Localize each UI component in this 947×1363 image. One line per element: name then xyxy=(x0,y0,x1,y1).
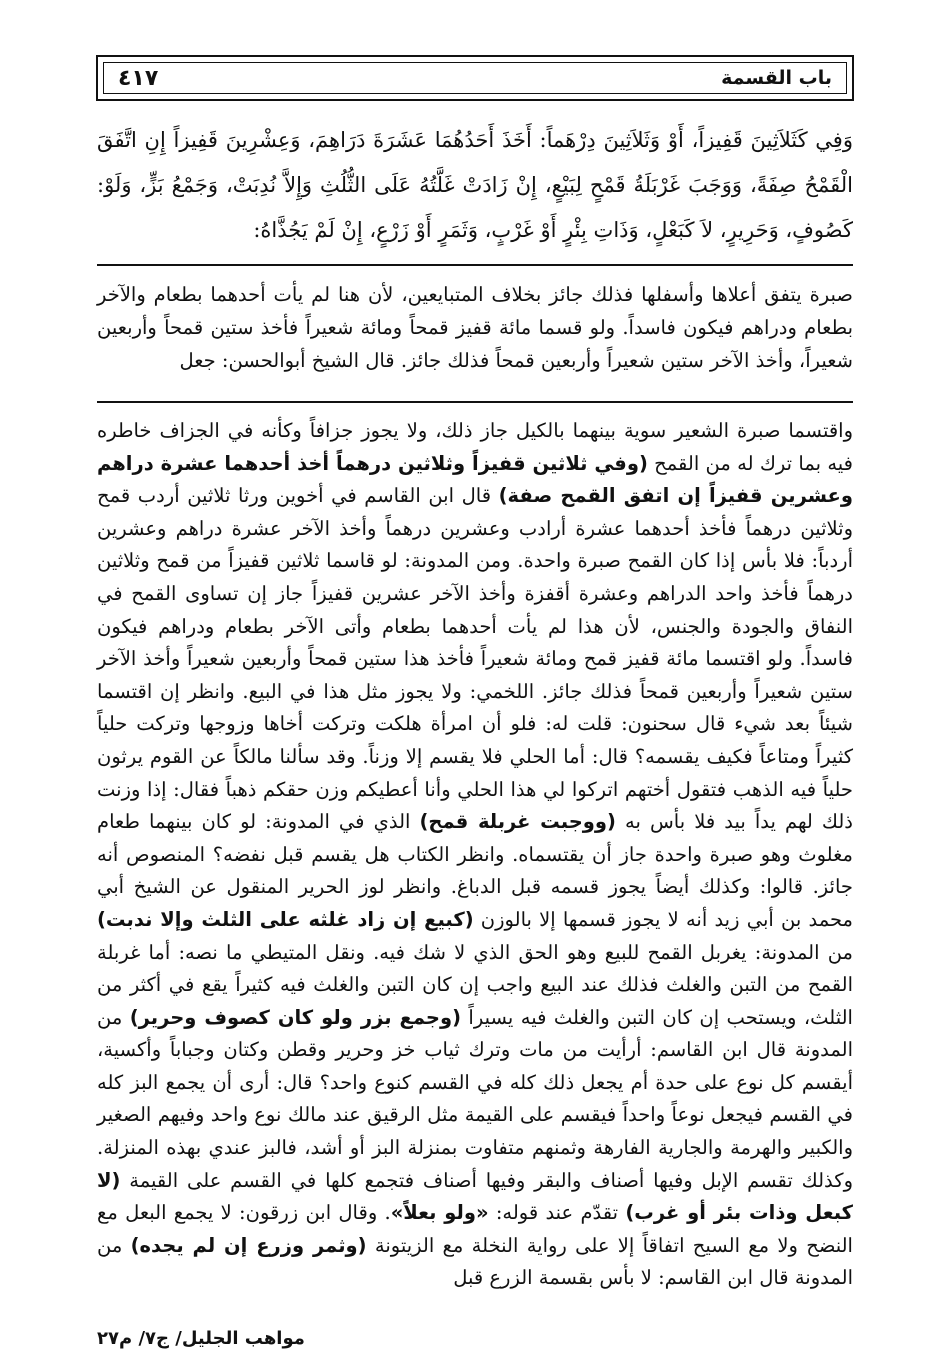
commentary-top-paragraph: صبرة يتفق أعلاها وأسفلها فذلك جائز بخلاف المتبايعين، لأن هنا لم يأت أحدهما بطعام والآخر بطعام ودراهم فيكون فاسداً. ولو قسما مائة قفيز قمحاً ومائة شعيراً فأخذ ستين قمحاً وأربعين شعيراً، وأخذ الآخر ستين شعيراً وأربعين قمحاً فذلك جائز. قال الشيخ أبوالحسن: جعل xyxy=(97,283,853,372)
commentary-text: تقدّم عند قوله: xyxy=(488,1201,626,1225)
commentary-text: من المدونة: يغربل القمح للبيع وهو الحق الذي لا شك فيه. ونقل المتيطي ما نصه: أما غربلة القمح من التبن والغلث فذلك عند البيع واجب إن كان التبن والغلث فيه كثيراً يقع في أكثر من الثلث، ويستحب إن كان التبن والغلث فيه يسيراً xyxy=(97,940,853,1029)
matn-quote: (وجمع بزر ولو كان كصوف وحرير) xyxy=(129,1005,462,1029)
commentary-text: من المدونة قال ابن القاسم: لا بأس بقسمة الزرع قبل xyxy=(97,1233,853,1290)
page-number: ٤١٧ xyxy=(118,65,159,91)
commentary-text: واقتسما صبرة الشعير سوية بينهما بالكيل جاز ذلك، ولا يجوز جزافاً وكأنه في الجزاف خاطره فيه بما ترك له من القمح xyxy=(97,419,853,475)
commentary-text: من المدونة قال ابن القاسم: أرأيت من مات وترك ثياب خز وحرير وقطن وكتان وجباباً وأكسية، أيقسم كل نوع على حدة أم يجعل ذلك كله في القسم كنوع واحد؟ قال: أرى أن يجمع البز كله في القسم فيجعل نوعاً واحداً فيقسم على القيمة مثل الرقيق عند مالك نوع واحد وفيهم الصغير والكبير والهرمة والجارية الفارهة وثمنهم متفاوت بمنزلة البز أو أشد، فالبز عندي بهذه المنزلة. وكذلك تقسم الإبل وفيها أصناف والبقر وفيها أصناف فتجمع كلها في القسم على القيمة xyxy=(97,1005,853,1192)
matn-quote: (كبيع إن زاد غلثه على الثلث وإلا ندبت) xyxy=(97,907,474,931)
matn-quote: (ووجبت غربلة قمح) xyxy=(419,810,616,834)
matn-quote: (وفي ثلاثين قفيزاً وثلاثين درهماً أخذ أحدهما عشرة دراهم وعشرين قفيزاً إن اتفق القمح صفة) xyxy=(97,451,853,508)
matn-quote: (لا كبعل وذات بئر أو غرب) xyxy=(97,1168,854,1225)
matn-text-block xyxy=(97,118,853,253)
commentary-text: الذي في المدونة: لو كان بينهما طعام مغلوث وهو صبرة واحدة جاز أن يقتسماه. وانظر الكتاب هل يقسم قبل نفضه؟ المنصوص أنه جائز. قالوا: وكذلك أيضاً يجوز قسمه قبل الدباغ. وانظر لوز الحرير المنقول عن الشيخ أبي محمد بن أبي زيد أنه لا يجوز قسمها إلا بالوزن xyxy=(97,810,853,931)
commentary-top-block xyxy=(97,278,853,377)
footer-signature: مواهب الجليل/ ج٧/ م٢٧ xyxy=(97,1328,305,1349)
commentary-main-block xyxy=(97,415,853,1295)
commentary-text: . وقال ابن زرقون: لا يجمع البعل مع النضح ولا مع السيح اتفاقاً إلا على رواية النخلة مع الزيتونة xyxy=(97,1201,853,1257)
matn-quote: «ولو بعلاً» xyxy=(390,1201,489,1225)
commentary-main-paragraph xyxy=(97,415,853,1295)
section-divider xyxy=(97,401,853,403)
section-divider xyxy=(97,264,853,266)
running-header xyxy=(103,62,847,94)
commentary-text: قال ابن القاسم في أخوين ورثا ثلاثين أردب قمح وثلاثين درهماً فأخذ أحدهما عشرة أرادب وعشرين درهماً وأخذ الآخر عشرة دراهم وعشرين أردباً: فلا بأس إذا كان القمح صبرة واحدة. ومن المدونة: لو قاسما ثلاثين قفيزاً من قمح وثلاثين درهماً فأخذ واحد الدراهم وعشرة أقفزة وأخذ الآخر عشرين قفيزاً جاز إن تساوى القمح في النفاق والجودة والجنس، لأن هذا لم يأت أحدهما بطعام وأتى الآخر بطعام ودراهم فيكون فاسداً. ولو اقتسما مائة قفيز قمح ومائة شعيراً فأخذ هذا ستين قمحاً وأربعين شعيراً وأخذ الآخر ستين شعيراً وأربعين قمحاً فذلك جائز. اللخمي: ولا يجوز مثل هذا في البيع. وانظر إن اقتسما شيئاً بعد شيء قال سحنون: قلت له: فلو أن امرأة هلكت وتركت أخاها وزوجها وتركت حلياً كثيراً ومتاعاً فكيف يقسمه؟ قال: أما الحلي فلا يقسم إلا وزناً. وقد سألنا مالكاً عن القوم يرثون حلياً فيه الذهب فتقول أختهم اتركوا لي هذا الحلي وأنا أعطيكم وزن حقكم ذهباً فقال: إذا وزنت ذلك لهم يداً بيد فلا بأس به xyxy=(97,484,853,834)
chapter-title: باب القسمة xyxy=(721,67,832,89)
matn-quote: (وثمر وزرع إن لم يجده) xyxy=(130,1233,367,1257)
matn-paragraph: وَفِي كَثَلاَثِينَ قَفِيزاً، أَوْ وَثَلاَثِينَ دِرْهَماً: أَخَذَ أَحَدُهُمَا عَشَرَةَ دَرَاهِمَ، وَعِشْرِينَ قَفِيزاً إِنِ اتَّفَقَ الْقَمْحُ صِفَةً، وَوَجَبَ غَرْبَلَةُ قَمْحٍ لِبَيْعٍ، إِنْ زَادَتْ غَلَّتُهُ عَلَى الثُّلُثِ وَإِلاَّ نُدِبَتْ، وَجَمْعُ بَزٍّ، وَلَوْ: كَصُوفٍ، وَحَرِيرٍ، لاَ كَبَعْلٍ، وَذَاتِ بِئْرٍ أَوْ غَرْبٍ، وَثَمَرٍ أَوْ زَرْعٍ، إِنْ لَمْ يَجُذَّاهُ: xyxy=(97,128,853,242)
